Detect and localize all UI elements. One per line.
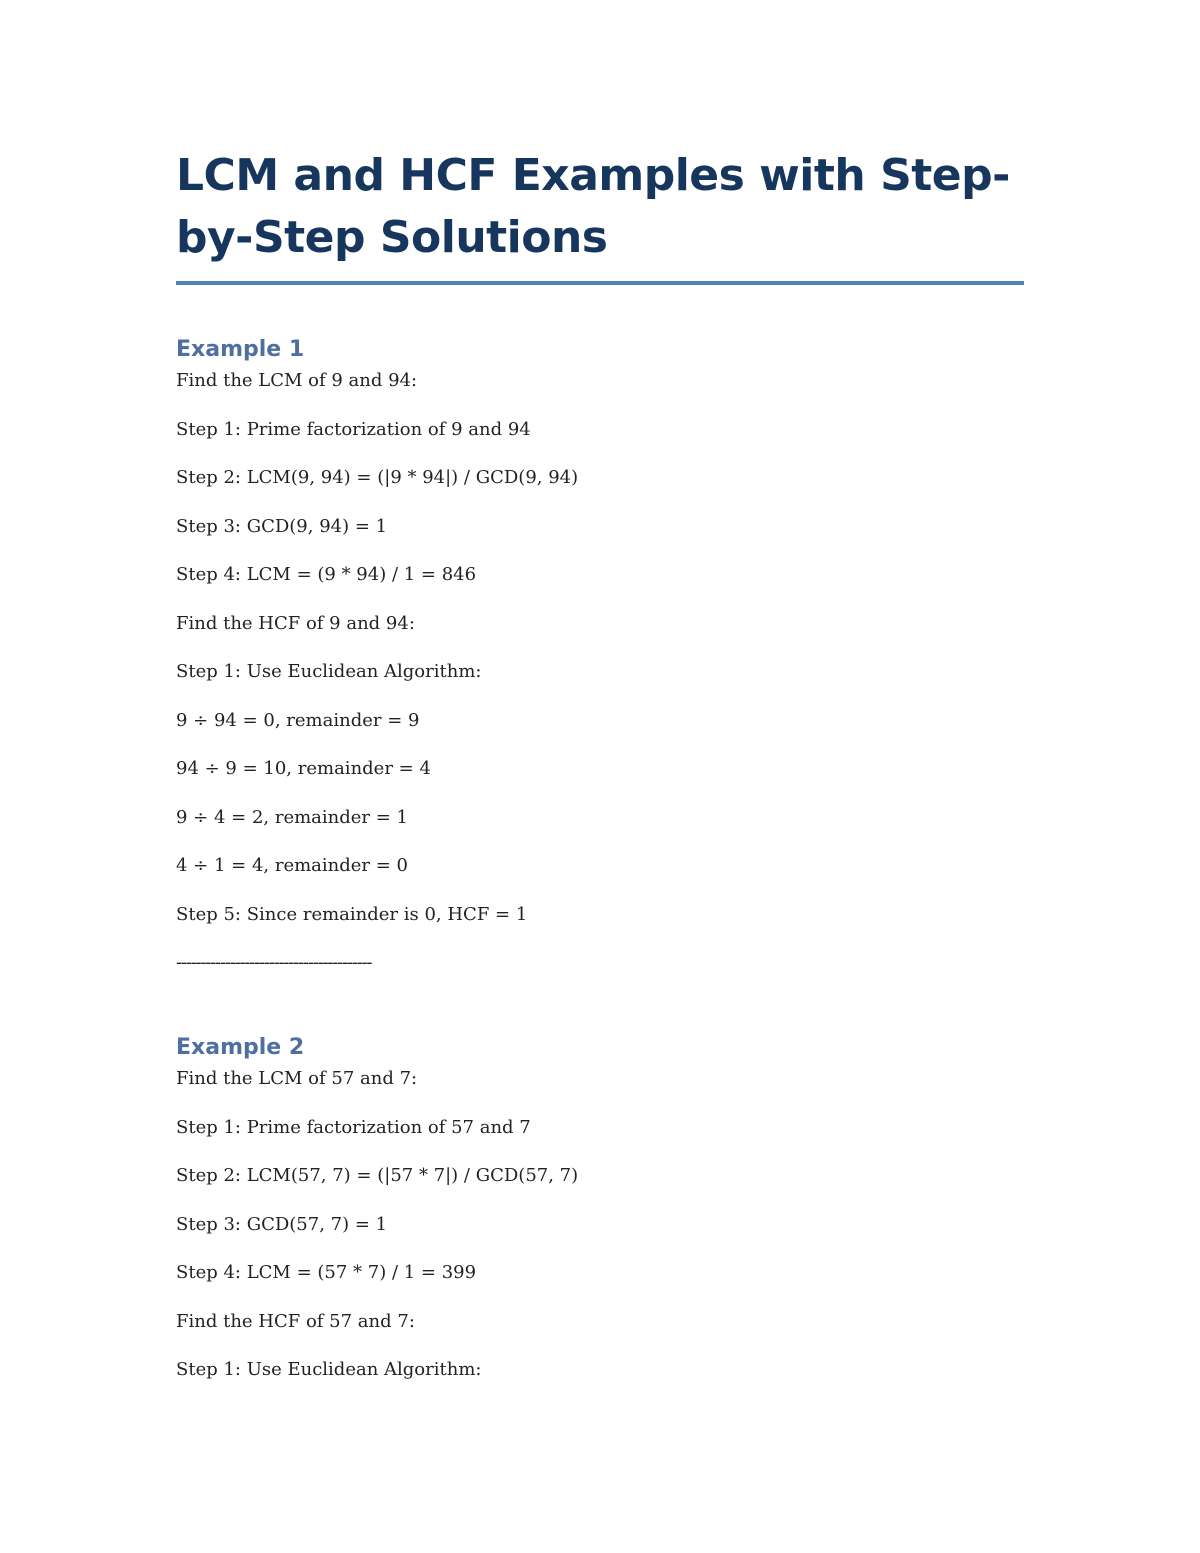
example-2-lcm-step-1: Step 1: Prime factorization of 57 and 7 — [176, 1116, 531, 1138]
example-1-lcm-prompt: Find the LCM of 9 and 94: — [176, 370, 418, 391]
example-1-euclid-line-1: 9 ÷ 94 = 0, remainder = 9 — [176, 709, 420, 731]
example-2-hcf-step-1: Step 1: Use Euclidean Algorithm: — [176, 1359, 482, 1380]
example-2-hcf-prompt: Find the HCF of 57 and 7: — [176, 1310, 415, 1332]
example-1-lcm-step-4: Step 4: LCM = (9 * 94) / 1 = 846 — [176, 564, 477, 585]
example-2-lcm-step-4: Step 4: LCM = (57 * 7) / 1 = 399 — [176, 1262, 477, 1283]
example-1-section — [176, 335, 1024, 975]
example-1-lcm-step-3: Step 3: GCD(9, 94) = 1 — [176, 515, 388, 537]
example-1-euclid-line-2: 94 ÷ 9 = 10, remainder = 4 — [176, 758, 431, 779]
example-2-lcm-step-2: Step 2: LCM(57, 7) = (|57 * 7|) / GCD(57, 7) — [176, 1165, 579, 1186]
example-1-hcf-step-1: Step 1: Use Euclidean Algorithm: — [176, 661, 482, 682]
document-title: LCM and HCF Examples with Step-by-Step Solutions — [176, 150, 1010, 263]
example-1-euclid-line-3: 9 ÷ 4 = 2, remainder = 1 — [176, 806, 409, 828]
document-content — [176, 145, 1024, 1407]
example-2-lcm-prompt: Find the LCM of 57 and 7: — [176, 1068, 418, 1089]
example-2-section — [176, 1033, 1024, 1382]
example-1-euclid-line-4: 4 ÷ 1 = 4, remainder = 0 — [176, 855, 409, 876]
example-2-lcm-step-3: Step 3: GCD(57, 7) = 1 — [176, 1213, 388, 1235]
example-2-heading: Example 2 — [176, 1035, 305, 1060]
example-1-hcf-prompt: Find the HCF of 9 and 94: — [176, 612, 415, 634]
title-underline-rule — [176, 281, 1024, 285]
example-1-heading: Example 1 — [176, 337, 305, 362]
example-divider: ---------------------------------------- — [176, 952, 372, 973]
example-1-hcf-step-5: Step 5: Since remainder is 0, HCF = 1 — [176, 903, 528, 925]
example-1-lcm-step-1: Step 1: Prime factorization of 9 and 94 — [176, 418, 531, 440]
example-1-lcm-step-2: Step 2: LCM(9, 94) = (|9 * 94|) / GCD(9, 94) — [176, 467, 579, 488]
